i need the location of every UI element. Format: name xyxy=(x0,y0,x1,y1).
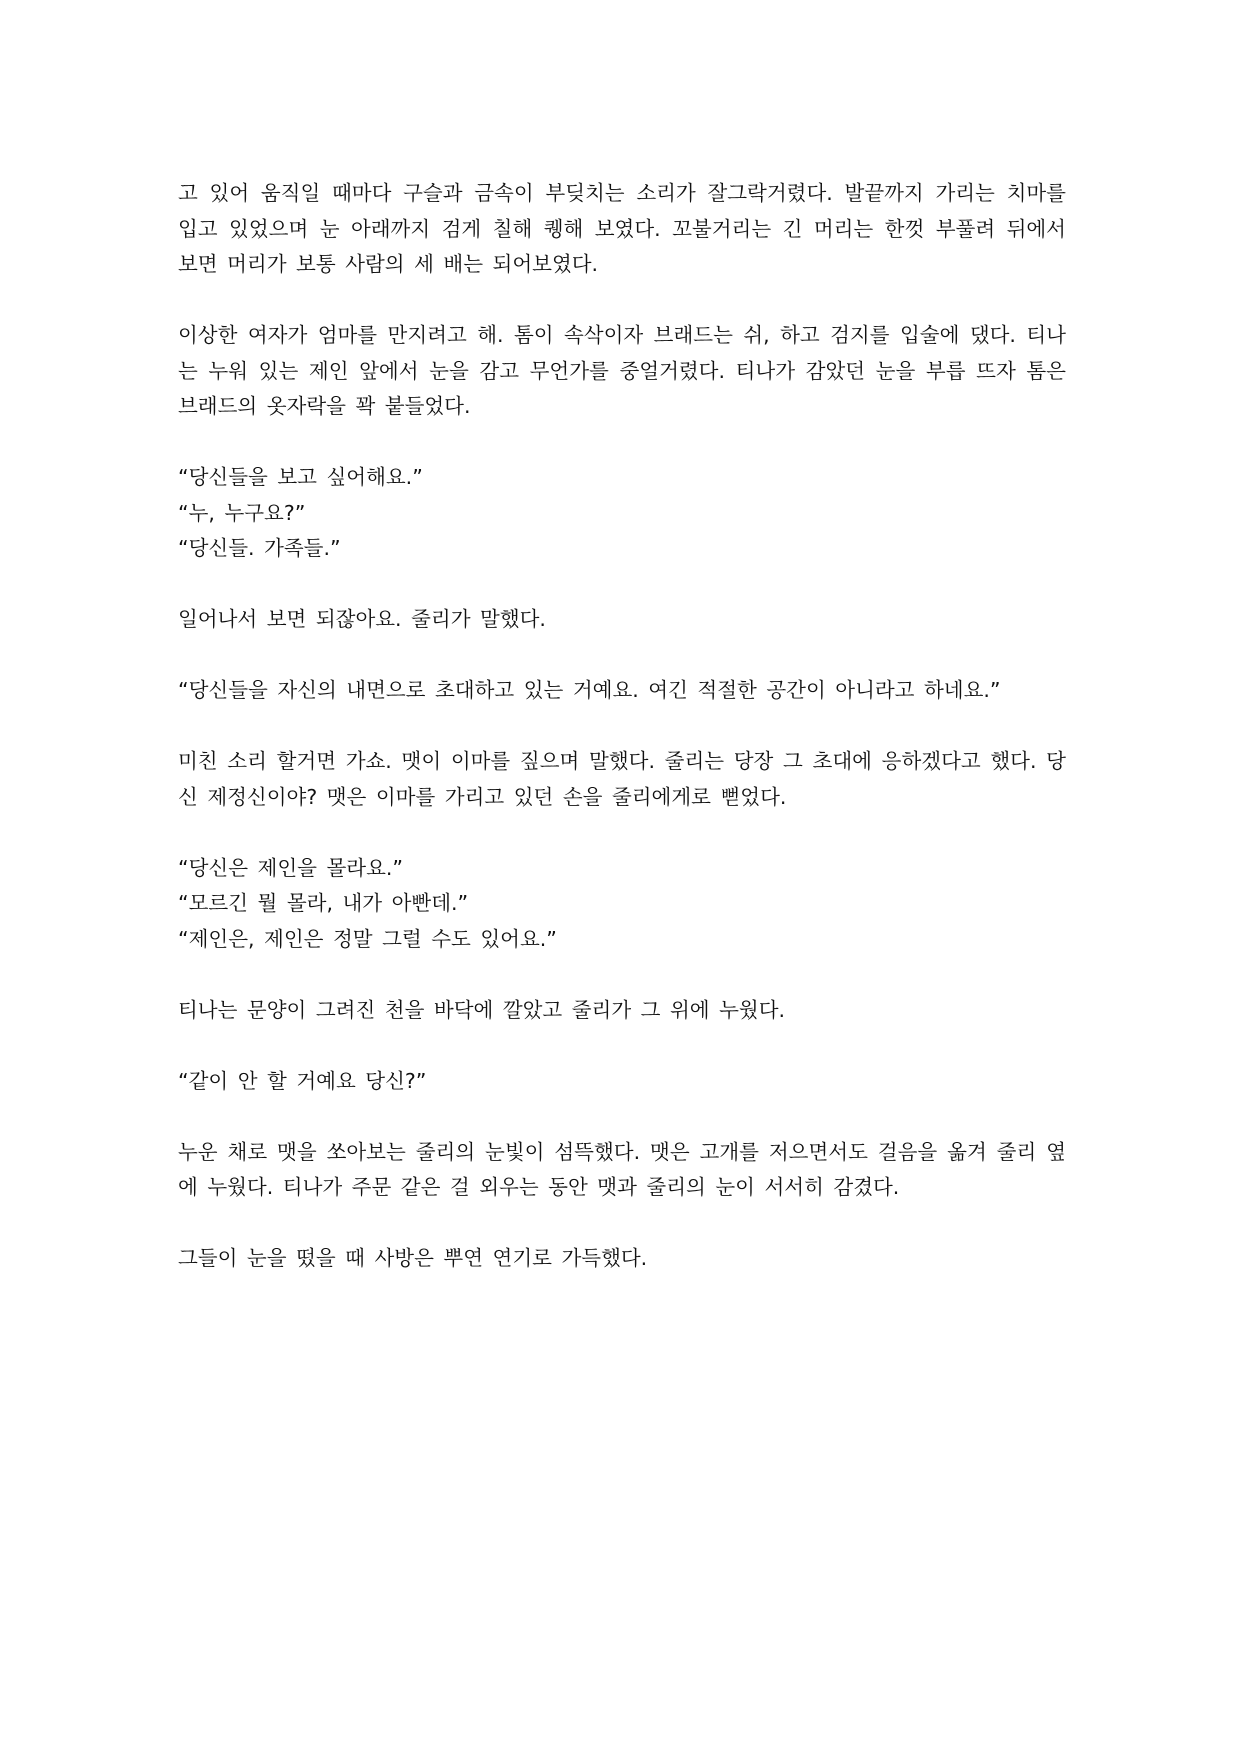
dialogue-line: “당신은 제인을 몰라요.” xyxy=(178,855,404,880)
dialogue-line: “모르긴 뭘 몰라, 내가 아빤데.” xyxy=(178,891,469,915)
dialogue-block xyxy=(178,460,1066,567)
paragraph: 그들이 눈을 떴을 때 사방은 뿌연 연기로 가득했다. xyxy=(178,1246,648,1270)
paragraph: “당신들을 자신의 내면으로 초대하고 있는 거예요. 여긴 적절한 공간이 아니라고 하네요.” xyxy=(178,678,1001,702)
dialogue-line: “당신들을 보고 싶어해요.” xyxy=(178,465,423,489)
dialogue-block xyxy=(178,851,1066,958)
dialogue-line: “제인은, 제인은 정말 그럴 수도 있어요.” xyxy=(178,926,557,951)
paragraph: 누운 채로 맷을 쏘아보는 줄리의 눈빛이 섬뜩했다. 맷은 고개를 저으면서도 걸음을 옮겨 줄리 옆에 누웠다. 티나가 주문 같은 걸 외우는 동안 맷과 줄리의 눈이 서서히 감겼다. xyxy=(178,1139,1066,1199)
paragraph: 고 있어 움직일 때마다 구슬과 금속이 부딪치는 소리가 잘그락거렸다. 발끝까지 가리는 치마를 입고 있었으며 눈 아래까지 검게 칠해 퀭해 보였다. 꼬불거리는 긴 머리는 한껏 부풀려 뒤에서 보면 머리가 보통 사람의 세 배는 되어보였다. xyxy=(178,181,1066,276)
paragraph: 미친 소리 할거면 가쇼. 맷이 이마를 짚으며 말했다. 줄리는 당장 그 초대에 응하겠다고 했다. 당신 제정신이야? 맷은 이마를 가리고 있던 손을 줄리에게로 뻗었다. xyxy=(178,749,1066,809)
dialogue-line: “누, 누구요?” xyxy=(178,500,306,525)
document-body xyxy=(178,176,1066,1312)
paragraph: 티나는 문양이 그려진 천을 바닥에 깔았고 줄리가 그 위에 누웠다. xyxy=(178,997,786,1022)
paragraph: “같이 안 할 거예요 당신?” xyxy=(178,1068,427,1093)
dialogue-line: “당신들. 가족들.” xyxy=(178,536,341,560)
paragraph: 이상한 여자가 엄마를 만지려고 해. 톰이 속삭이자 브래드는 쉬, 하고 검지를 입술에 댔다. 티나는 누워 있는 제인 앞에서 눈을 감고 무언가를 중얼거렸다. 티나가 감았던 눈을 부릅 뜨자 톰은 브래드의 옷자락을 꽉 붙들었다. xyxy=(178,323,1066,418)
paragraph: 일어나서 보면 되잖아요. 줄리가 말했다. xyxy=(178,607,546,631)
